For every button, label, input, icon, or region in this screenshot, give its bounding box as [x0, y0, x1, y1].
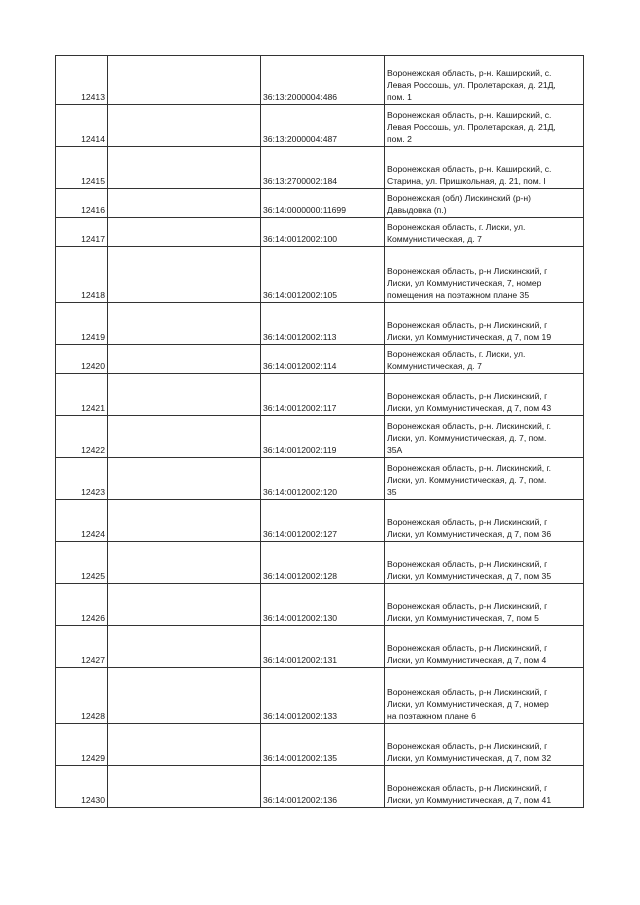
empty-cell	[108, 766, 261, 808]
table-row	[56, 56, 584, 105]
cadastral-number: 36:13:2000004:486	[263, 92, 338, 102]
cadastral-number-cell	[261, 105, 385, 147]
cadastral-number-cell	[261, 374, 385, 416]
address-cell	[385, 189, 584, 218]
table-row	[56, 247, 584, 303]
table-row	[56, 724, 584, 766]
cadastral-number: 36:14:0000000:11699	[263, 205, 346, 215]
cadastral-number: 36:14:0012002:114	[263, 361, 337, 371]
address-line: Воронежская область, р-н Лискинский, г	[387, 266, 548, 276]
address-line	[387, 588, 581, 600]
address-line: Старина, ул. Пришкольная, д. 21, пом. I	[387, 176, 546, 186]
row-number: 12424	[81, 529, 105, 539]
table-row	[56, 458, 584, 500]
row-number: 12417	[81, 234, 105, 244]
row-number-cell	[56, 766, 108, 808]
address-line: Воронежская область, р-н Лискинский, г	[387, 643, 548, 653]
row-number-cell	[56, 105, 108, 147]
table-row	[56, 374, 584, 416]
address-line: Воронежская область, р-н. Лискинский, г.	[387, 463, 552, 473]
cadastral-number-cell	[261, 218, 385, 247]
address-line	[387, 151, 581, 163]
address-line: Воронежская область, р-н Лискинский, г	[387, 783, 548, 793]
cadastral-number-cell	[261, 584, 385, 626]
row-number: 12421	[81, 403, 105, 413]
address-cell	[385, 218, 584, 247]
address-line: Воронежская область, р-н. Каширский, с.	[387, 68, 552, 78]
cadastral-number: 36:14:0012002:117	[263, 403, 337, 413]
cadastral-number-cell	[261, 668, 385, 724]
address-line: Левая Россошь, ул. Пролетарская, д. 21Д,	[387, 122, 556, 132]
row-number: 12414	[81, 134, 105, 144]
address-line: Лиски, ул Коммунистическая, д 7, пом 36	[387, 529, 552, 539]
address-cell	[385, 247, 584, 303]
row-number-cell	[56, 56, 108, 105]
cadastral-number: 36:14:0012002:119	[263, 445, 337, 455]
cadastral-number-cell	[261, 458, 385, 500]
empty-cell	[108, 345, 261, 374]
address-line	[387, 546, 581, 558]
row-number-cell	[56, 724, 108, 766]
cadastral-number-cell	[261, 500, 385, 542]
address-line	[387, 630, 581, 642]
address-line: Воронежская область, р-н Лискинский, г	[387, 320, 548, 330]
cadastral-number-cell	[261, 345, 385, 374]
empty-cell	[108, 724, 261, 766]
address-cell	[385, 766, 584, 808]
cadastral-number-cell	[261, 189, 385, 218]
table-row	[56, 303, 584, 345]
empty-cell	[108, 218, 261, 247]
address-line: Лиски, ул Коммунистическая, д 7, пом 19	[387, 332, 552, 342]
address-line: Лиски, ул. Коммунистическая, д. 7, пом.	[387, 433, 547, 443]
row-number: 12415	[81, 176, 105, 186]
row-number-cell	[56, 218, 108, 247]
row-number-cell	[56, 458, 108, 500]
cadastral-number: 36:13:2000004:487	[263, 134, 338, 144]
address-cell	[385, 303, 584, 345]
cadastral-number: 36:14:0012002:120	[263, 487, 338, 497]
row-number-cell	[56, 189, 108, 218]
table-row	[56, 542, 584, 584]
address-line: Лиски, ул. Коммунистическая, д. 7, пом.	[387, 475, 547, 485]
property-registry-table	[55, 55, 584, 808]
address-line	[387, 728, 581, 740]
address-line: Воронежская область, р-н Лискинский, г	[387, 741, 548, 751]
cadastral-number: 36:14:0012002:113	[263, 332, 337, 342]
row-number: 12423	[81, 487, 105, 497]
address-line: Коммунистическая, д. 7	[387, 234, 482, 244]
address-line: Воронежская область, р-н. Каширский, с.	[387, 164, 552, 174]
row-number: 12429	[81, 753, 105, 763]
row-number: 12416	[81, 205, 105, 215]
cadastral-number-cell	[261, 416, 385, 458]
row-number: 12428	[81, 711, 105, 721]
row-number-cell	[56, 247, 108, 303]
row-number: 12420	[81, 361, 105, 371]
row-number-cell	[56, 668, 108, 724]
cadastral-number: 36:14:0012002:100	[263, 234, 338, 244]
cadastral-number-cell	[261, 542, 385, 584]
address-cell	[385, 626, 584, 668]
address-line: пом. 2	[387, 134, 412, 144]
table-row	[56, 416, 584, 458]
row-number-cell	[56, 147, 108, 189]
address-cell	[385, 542, 584, 584]
address-line: Воронежская область, г. Лиски, ул.	[387, 349, 526, 359]
address-cell	[385, 374, 584, 416]
cadastral-number: 36:13:2700002:184	[263, 176, 338, 186]
empty-cell	[108, 500, 261, 542]
table-row	[56, 668, 584, 724]
address-line: Лиски, ул Коммунистическая, 7, номер	[387, 278, 542, 288]
empty-cell	[108, 56, 261, 105]
address-line	[387, 378, 581, 390]
row-number: 12418	[81, 290, 105, 300]
cadastral-number: 36:14:0012002:105	[263, 290, 338, 300]
row-number: 12413	[81, 92, 105, 102]
address-line: помещения на поэтажном плане 35	[387, 290, 530, 300]
address-line	[387, 253, 581, 265]
row-number-cell	[56, 542, 108, 584]
table-row	[56, 584, 584, 626]
empty-cell	[108, 147, 261, 189]
row-number-cell	[56, 416, 108, 458]
address-line: Воронежская область, р-н Лискинский, г	[387, 391, 548, 401]
cadastral-number-cell	[261, 626, 385, 668]
address-line	[387, 307, 581, 319]
address-line	[387, 674, 581, 686]
row-number: 12430	[81, 795, 105, 805]
address-line: Лиски, ул Коммунистическая, д 7, пом 43	[387, 403, 552, 413]
address-line: Лиски, ул Коммунистическая, д 7, пом 32	[387, 753, 552, 763]
empty-cell	[108, 374, 261, 416]
table-row	[56, 626, 584, 668]
row-number-cell	[56, 345, 108, 374]
cadastral-number-cell	[261, 766, 385, 808]
table-row	[56, 218, 584, 247]
address-line: Лиски, ул Коммунистическая, 7, пом 5	[387, 613, 539, 623]
row-number-cell	[56, 500, 108, 542]
cadastral-number: 36:14:0012002:133	[263, 711, 338, 721]
address-line: 35	[387, 487, 397, 497]
empty-cell	[108, 584, 261, 626]
address-line	[387, 770, 581, 782]
address-line: Воронежская (обл) Лискинский (р-н)	[387, 193, 531, 203]
row-number: 12426	[81, 613, 105, 623]
empty-cell	[108, 626, 261, 668]
row-number: 12419	[81, 332, 105, 342]
cadastral-number: 36:14:0012002:127	[263, 529, 338, 539]
table-row	[56, 189, 584, 218]
table-row	[56, 147, 584, 189]
cadastral-number: 36:14:0012002:128	[263, 571, 338, 581]
address-cell	[385, 416, 584, 458]
address-cell	[385, 147, 584, 189]
address-line: Коммунистическая, д. 7	[387, 361, 482, 371]
address-cell	[385, 724, 584, 766]
address-cell	[385, 105, 584, 147]
address-line: Воронежская область, р-н. Лискинский, г.	[387, 421, 552, 431]
address-cell	[385, 345, 584, 374]
address-line: Лиски, ул Коммунистическая, д 7, номер	[387, 699, 549, 709]
empty-cell	[108, 542, 261, 584]
table-row	[56, 766, 584, 808]
cadastral-number: 36:14:0012002:130	[263, 613, 338, 623]
row-number: 12427	[81, 655, 105, 665]
address-line: пом. 1	[387, 92, 412, 102]
row-number-cell	[56, 626, 108, 668]
address-line: Лиски, ул Коммунистическая, д 7, пом 4	[387, 655, 547, 665]
cadastral-number: 36:14:0012002:136	[263, 795, 338, 805]
address-line: Воронежская область, р-н Лискинский, г	[387, 559, 548, 569]
address-line: Давыдовка (п.)	[387, 205, 447, 215]
address-cell	[385, 500, 584, 542]
empty-cell	[108, 303, 261, 345]
cadastral-number-cell	[261, 303, 385, 345]
row-number-cell	[56, 374, 108, 416]
empty-cell	[108, 458, 261, 500]
cadastral-number-cell	[261, 56, 385, 105]
address-line: Лиски, ул Коммунистическая, д 7, пом 35	[387, 571, 552, 581]
address-cell	[385, 458, 584, 500]
empty-cell	[108, 668, 261, 724]
address-line: на поэтажном плане 6	[387, 711, 476, 721]
row-number-cell	[56, 584, 108, 626]
address-line: Воронежская область, р-н Лискинский, г	[387, 601, 548, 611]
empty-cell	[108, 105, 261, 147]
address-line: Воронежская область, г. Лиски, ул.	[387, 222, 526, 232]
table-row	[56, 105, 584, 147]
cadastral-number: 36:14:0012002:131	[263, 655, 338, 665]
table-row	[56, 500, 584, 542]
address-cell	[385, 56, 584, 105]
address-line: Воронежская область, р-н Лискинский, г	[387, 687, 548, 697]
address-cell	[385, 584, 584, 626]
row-number-cell	[56, 303, 108, 345]
address-line: Лиски, ул Коммунистическая, д 7, пом 41	[387, 795, 552, 805]
address-line: 35А	[387, 445, 403, 455]
registry-body	[56, 56, 584, 808]
table-row	[56, 345, 584, 374]
cadastral-number-cell	[261, 724, 385, 766]
address-line: Левая Россошь, ул. Пролетарская, д. 21Д,	[387, 80, 556, 90]
address-cell	[385, 668, 584, 724]
cadastral-number: 36:14:0012002:135	[263, 753, 338, 763]
address-line: Воронежская область, р-н. Каширский, с.	[387, 110, 552, 120]
empty-cell	[108, 416, 261, 458]
cadastral-number-cell	[261, 147, 385, 189]
empty-cell	[108, 189, 261, 218]
row-number: 12422	[81, 445, 105, 455]
address-line	[387, 504, 581, 516]
cadastral-number-cell	[261, 247, 385, 303]
address-line: Воронежская область, р-н Лискинский, г	[387, 517, 548, 527]
row-number: 12425	[81, 571, 105, 581]
empty-cell	[108, 247, 261, 303]
